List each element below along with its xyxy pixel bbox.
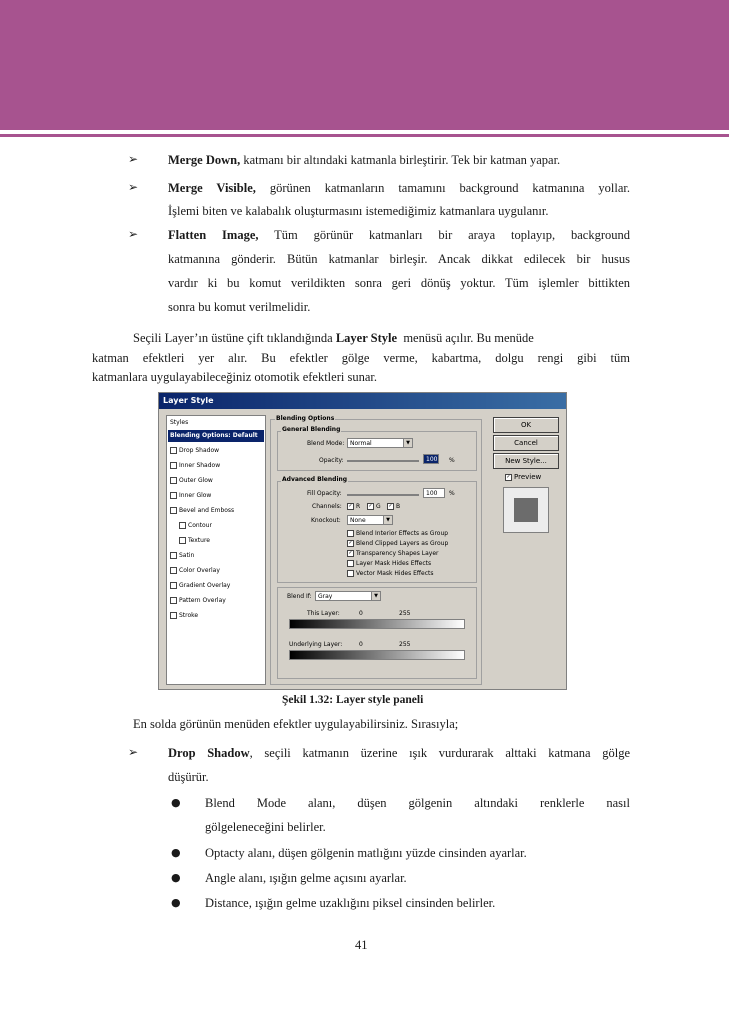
chevron-down-icon: ▼ xyxy=(383,516,392,524)
figure-caption: Şekil 1.32: Layer style paneli xyxy=(282,694,424,706)
option-vector-mask-hides[interactable]: Vector Mask Hides Effects xyxy=(347,570,434,577)
style-bevel-emboss[interactable]: Bevel and Emboss xyxy=(170,507,234,514)
style-drop-shadow[interactable]: Drop Shadow xyxy=(170,447,219,454)
bullet-dot-icon: ● xyxy=(171,846,181,859)
ok-button[interactable]: OK xyxy=(493,417,559,433)
paragraph-line3: katmanlara uygulayabileceğiniz otomotik efektleri sunar. xyxy=(92,370,377,384)
style-color-overlay[interactable]: Color Overlay xyxy=(170,567,220,574)
styles-list xyxy=(166,415,266,685)
bullet-dot-icon: ● xyxy=(171,896,181,909)
underlying-layer-max: 255 xyxy=(399,641,411,648)
opacity-percent: % xyxy=(449,457,455,464)
sub-bullet-angle: Angle alanı, ışığın gelme açısını ayarlar. xyxy=(205,871,407,885)
bullet-drop-shadow-cont: düşürür. xyxy=(168,770,209,784)
style-stroke[interactable]: Stroke xyxy=(170,612,198,619)
channels-label: Channels: xyxy=(312,503,342,510)
blend-if-select[interactable]: Gray ▼ xyxy=(315,591,381,601)
preview-swatch xyxy=(514,498,538,522)
option-blend-clipped[interactable]: ✓ Blend Clipped Layers as Group xyxy=(348,540,449,547)
preview-checkbox[interactable]: ✓ Preview xyxy=(506,473,542,481)
header-rule xyxy=(0,134,729,137)
bullet-merge-visible: Merge Visible, görünen katmanların tamamını background katmanına yollar. xyxy=(168,181,630,195)
page-number: 41 xyxy=(355,938,368,952)
blend-mode-label: Blend Mode: xyxy=(307,440,345,447)
new-style-button[interactable]: New Style... xyxy=(493,453,559,469)
opacity-label: Opacity: xyxy=(319,457,344,464)
header-band xyxy=(0,0,729,130)
fill-opacity-percent: % xyxy=(449,490,455,497)
style-satin[interactable]: Satin xyxy=(170,552,194,559)
channel-b-checkbox[interactable]: ✓ B xyxy=(388,503,401,510)
blend-mode-select[interactable]: Normal ▼ xyxy=(347,438,413,448)
bullet-dot-icon: ● xyxy=(171,796,181,809)
bullet-arrow-icon: ➢ xyxy=(128,227,139,241)
bullet-flatten-image: Flatten Image, Tüm görünür katmanları bir araya toplayıp, background xyxy=(168,228,630,242)
bullet-drop-shadow: Drop Shadow, seçili katmanın üzerine ışık vurdurarak alttaki katmana gölge xyxy=(168,746,630,760)
option-layer-mask-hides[interactable]: Layer Mask Hides Effects xyxy=(347,560,431,567)
style-outer-glow[interactable]: Outer Glow xyxy=(170,477,213,484)
bullet-flatten-line2: katmanına gönderir. Bütün katmanlar birleşir. Ancak dikkat edilecek bir husus xyxy=(168,252,630,266)
general-blending-label: General Blending xyxy=(282,426,341,433)
option-transparency-shapes[interactable]: ✓ Transparency Shapes Layer xyxy=(348,550,439,557)
bullet-flatten-line3: vardır ki bu komut verildikten sonra geri dönüş yoktur. Tüm işlemler bittikten xyxy=(168,276,630,290)
fill-opacity-slider[interactable] xyxy=(347,494,419,496)
chevron-down-icon: ▼ xyxy=(403,439,412,447)
bullet-arrow-icon: ➢ xyxy=(128,152,139,166)
this-layer-gradient[interactable] xyxy=(289,619,465,629)
fill-opacity-field[interactable]: 100 xyxy=(423,488,445,498)
underlying-layer-gradient[interactable] xyxy=(289,650,465,660)
knockout-select[interactable]: None ▼ xyxy=(347,515,393,525)
chevron-down-icon: ▼ xyxy=(371,592,380,600)
general-blending-group xyxy=(277,431,477,471)
underlying-layer-label: Underlying Layer: xyxy=(289,641,343,648)
style-gradient-overlay[interactable]: Gradient Overlay xyxy=(170,582,230,589)
cancel-button[interactable]: Cancel xyxy=(493,435,559,451)
style-texture[interactable]: Texture xyxy=(179,537,210,544)
sub-bullet-distance: Distance, ışığın gelme uzaklığını piksel cinsinden belirler. xyxy=(205,896,496,910)
blending-options-label: Blending Options xyxy=(276,415,335,422)
sub-bullet-blend-mode: Blend Mode alanı, düşen gölgenin altındaki renklerle nasıl xyxy=(205,796,630,810)
paragraph-line2: katman efektleri yer alır. Bu efektler gölge verme, kabartma, dolgu rengi gibi tüm xyxy=(92,351,630,365)
bullet-arrow-icon: ➢ xyxy=(128,745,139,759)
this-layer-max: 255 xyxy=(399,610,411,617)
channel-r-checkbox[interactable]: ✓ R xyxy=(348,503,361,510)
bullet-flatten-line4: sonra bu komut verilmelidir. xyxy=(168,300,311,314)
preview-swatch-box xyxy=(503,487,549,533)
style-inner-shadow[interactable]: Inner Shadow xyxy=(170,462,220,469)
style-contour[interactable]: Contour xyxy=(179,522,212,529)
sub-bullet-opacity: Optacty alanı, düşen gölgenin matlığını yüzde cinsinden ayarlar. xyxy=(205,846,527,860)
layer-style-dialog xyxy=(158,392,567,690)
bullet-merge-down: Merge Down, katmanı bir altındaki katmanla birleştirir. Tek bir katman yapar. xyxy=(168,153,561,167)
sub-bullet-blend-mode-cont: gölgeleneceğini belirler. xyxy=(205,820,326,834)
fill-opacity-label: Fill Opacity: xyxy=(307,490,342,497)
this-layer-label: This Layer: xyxy=(307,610,340,617)
intro-line: En solda görünün menüden efektler uygulayabilirsiniz. Sırasıyla; xyxy=(133,717,459,731)
advanced-blending-label: Advanced Blending xyxy=(282,476,348,483)
option-blend-interior[interactable]: Blend Interior Effects as Group xyxy=(347,530,448,537)
style-inner-glow[interactable]: Inner Glow xyxy=(170,492,211,499)
opacity-field[interactable]: 100 xyxy=(423,454,439,464)
this-layer-min: 0 xyxy=(359,610,363,617)
styles-header: Styles xyxy=(170,419,189,426)
paragraph-line1: Seçili Layer’ın üstüne çift tıklandığında Layer Style menüsü açılır. Bu menüde xyxy=(133,331,534,345)
style-blending-options[interactable]: Blending Options: Default xyxy=(170,432,258,439)
opacity-slider[interactable] xyxy=(347,460,419,462)
style-pattern-overlay[interactable]: Pattern Overlay xyxy=(170,597,226,604)
blend-if-label: Blend If: xyxy=(287,593,312,600)
bullet-merge-visible-cont: İşlemi biten ve kalabalık oluşturmasını istemediğimiz katmanlara uygulanır. xyxy=(168,204,549,218)
bullet-dot-icon: ● xyxy=(171,871,181,884)
dialog-title: Layer Style xyxy=(159,393,566,409)
knockout-label: Knockout: xyxy=(311,517,341,524)
underlying-layer-min: 0 xyxy=(359,641,363,648)
bullet-arrow-icon: ➢ xyxy=(128,180,139,194)
channel-g-checkbox[interactable]: ✓ G xyxy=(368,503,381,510)
